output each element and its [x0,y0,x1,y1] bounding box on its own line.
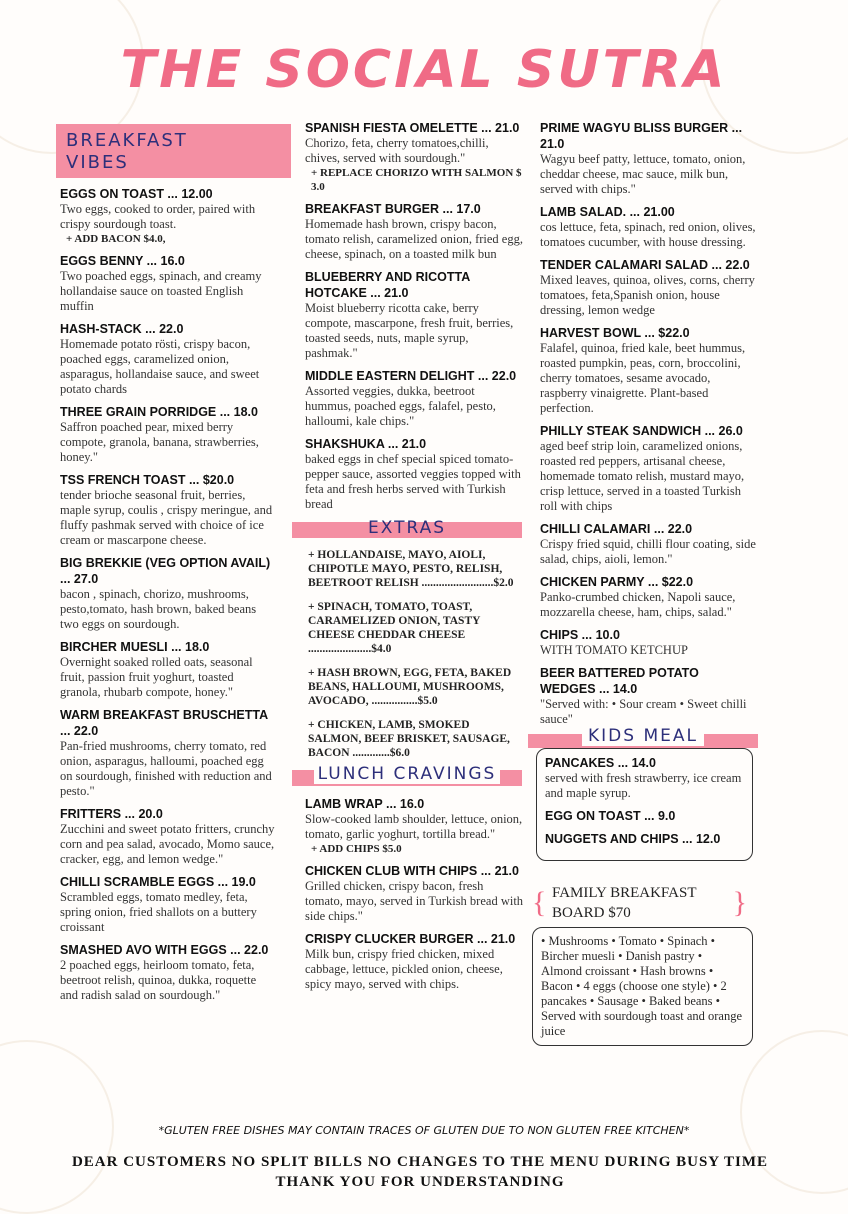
restaurant-title: THE SOCIAL SUTRA [120,40,728,100]
menu-item [305,931,524,992]
menu-item [540,627,757,658]
section-header-extras [292,518,522,538]
menu-item [60,874,275,935]
menu-item-name: LAMB SALAD. ... 21.00 [540,205,675,219]
kids-menu-box [536,748,753,861]
menu-item-name: WARM BREAKFAST BRUSCHETTA ... 22.0 [60,708,268,738]
menu-item-description: Homemade potato rösti, crispy bacon, poached eggs, caramelized onion, asparagus, hollandaise sauce, and sweet potato chards [60,337,260,396]
menu-item-description: Crispy fried squid, chilli flour coating, side salad, chips, aioli, lemon." [540,537,756,566]
menu-item-description: served with fresh strawberry, ice cream and maple syrup. [545,771,742,800]
menu-item-description: Wagyu beef patty, lettuce, tomato, onion, cheddar cheese, mac sauce, milk bun, served with chips." [540,152,746,196]
menu-item [305,863,524,924]
menu-item-name: PRIME WAGYU BLISS BURGER ... 21.0 [540,121,743,151]
menu-item [60,404,275,465]
menu-item-description: WITH TOMATO KETCHUP [540,643,688,657]
menu-item-name: TENDER CALAMARI SALAD ... 22.0 [540,258,750,272]
menu-item-name: BLUEBERRY AND RICOTTA HOTCAKE ... 21.0 [305,270,470,300]
menu-item-description: Moist blueberry ricotta cake, berry compote, mascarpone, fresh fruit, berries, toasted seeds, nuts, maple syrup, pashmak." [305,301,514,360]
menu-item [60,186,275,246]
menu-item-description: Two poached eggs, spinach, and creamy hollandaise sauce on toasted English muffin [60,269,262,313]
menu-item-description: Assorted veggies, dukka, beetroot hummus, poached eggs, falafel, pesto, halloumi, kale chips." [305,384,496,428]
menu-item [540,120,757,197]
menu-item-description: 2 poached eggs, heirloom tomato, feta, beetroot relish, quinoa, dukka, roquette and radish salad on sourdough." [60,958,257,1002]
menu-column-2 [296,120,524,999]
menu-item-name: CHILLI CALAMARI ... 22.0 [540,522,693,536]
menu-item-name: THREE GRAIN PORRIDGE ... 18.0 [60,405,258,419]
section-title: BREAKFAST VIBES [66,130,188,173]
menu-item [545,808,744,824]
menu-item-name: CRISPY CLUCKER BURGER ... 21.0 [305,932,516,946]
menu-item-name: EGGS BENNY ... 16.0 [60,254,185,268]
section-header-lunch [292,764,522,786]
menu-item [540,574,757,620]
menu-item [540,665,757,727]
menu-item [305,436,524,512]
menu-item-name: CHICKEN CLUB WITH CHIPS ... 21.0 [305,864,519,878]
menu-item-name: BREAKFAST BURGER ... 17.0 [305,202,481,216]
menu-item [60,472,275,548]
menu-column-1 [60,120,275,1010]
menu-item [540,521,757,567]
menu-item-name: SPANISH FIESTA OMELETTE ... 21.0 [305,121,520,135]
menu-item [60,321,275,397]
menu-item-addon: + REPLACE CHORIZO WITH SALMON $ 3.0 [311,167,522,193]
menu-item-name: LAMB WRAP ... 16.0 [305,797,425,811]
menu-item-description: Homemade hash brown, crispy bacon, tomato relish, caramelized onion, fried egg, cheese, spinach, on a toasted milk bun [305,217,523,261]
menu-item-name: HARVEST BOWL ... $22.0 [540,326,690,340]
menu-item [305,368,524,429]
family-board-box [532,927,753,1046]
menu-item-name: EGGS ON TOAST ... 12.00 [60,187,213,201]
menu-item-description: Milk bun, crispy fried chicken, mixed cabbage, lettuce, pickled onion, cheese, spicy mayo, served with chips. [305,947,503,991]
menu-item [540,325,757,416]
family-board-description: • Mushrooms • Tomato • Spinach • Bircher muesli • Danish pastry • Almond croissant • Hash browns • Bacon • 4 eggs (choose one style) • 2 pancakes • Sausage • Baked beans • Served with sourdough toast and orange juice [541,934,743,1038]
menu-item-description: "Served with: • Sour cream • Sweet chilli sauce" [540,697,747,726]
menu-item-name: SMASHED AVO WITH EGGS ... 22.0 [60,943,269,957]
menu-item-name: BIRCHER MUESLI ... 18.0 [60,640,210,654]
menu-item-addon: + ADD CHIPS $5.0 [311,843,402,855]
menu-item-description: Slow-cooked lamb shoulder, lettuce, onion, tomato, garlic yoghurt, tortilla bread." [305,812,523,841]
extra-option: + HOLLANDAISE, MAYO, AIOLI, CHIPOTLE MAYO, PESTO, RELISH, BEETROOT RELISH .........................$2.0 [308,549,514,589]
menu-item-description: Two eggs, cooked to order, paired with crispy sourdough toast. [60,202,256,231]
gluten-free-note: *GLUTEN FREE DISHES MAY CONTAIN TRACES OF GLUTEN DUE TO NON GLUTEN FREE KITCHEN* [158,1124,690,1137]
menu-item [60,253,275,314]
menu-item-name: TSS FRENCH TOAST ... $20.0 [60,473,235,487]
menu-item [540,257,757,318]
menu-item-name: SHAKSHUKA ... 21.0 [305,437,427,451]
menu-item-name: BIG BREKKIE (VEG OPTION AVAIL) ... 27.0 [60,556,271,586]
footer-notice: DEAR CUSTOMERS NO SPLIT BILLS NO CHANGES TO THE MENU DURING BUSY TIME THANK YOU FOR UNDERSTANDING [71,1154,769,1190]
menu-item-description: Saffron poached pear, mixed berry compote, granola, banana, strawberries, honey." [60,420,259,464]
menu-item-name: BEER BATTERED POTATO WEDGES ... 14.0 [540,666,699,696]
menu-item-description: cos lettuce, feta, spinach, red onion, olives, tomatoes cucumber, with house dressing. [540,220,756,249]
menu-item-name: FRITTERS ... 20.0 [60,807,163,821]
menu-item [545,755,744,801]
extra-option: + SPINACH, TOMATO, TOAST, CARAMELIZED ONION, TASTY CHEESE CHEDDAR CHEESE ......................$4.0 [308,601,480,655]
menu-item-description: Scrambled eggs, tomato medley, feta, spring onion, fried shallots on a buttery croissant [60,890,257,934]
menu-item [540,423,757,514]
menu-item-name: CHIPS ... 10.0 [540,628,620,642]
section-header-kids [528,726,758,748]
menu-item-description: bacon , spinach, chorizo, mushrooms, pesto,tomato, hash brown, baked beans two eggs on sourdough. [60,587,257,631]
menu-item-description: Panko-crumbed chicken, Napoli sauce, mozzarella cheese, ham, chips, salad." [540,590,736,619]
family-board-title: { FAMILY BREAKFAST BOARD $70 } [532,885,747,921]
menu-item [60,555,275,632]
menu-item-description: Mixed leaves, quinoa, olives, corns, cherry tomatoes, feta,Spanish onion, house dressing, lemon wedge [540,273,755,317]
menu-item [60,942,275,1003]
menu-item-description: Chorizo, feta, cherry tomatoes,chilli, chives, served with sourdough." [305,136,489,165]
extra-option: + HASH BROWN, EGG, FETA, BAKED BEANS, HALLOUMI, MUSHROOMS, AVOCADO, ................$5.0 [308,667,512,707]
menu-item-description: aged beef strip loin, caramelized onions, roasted red peppers, artisanal cheese, homemade tomato relish, mustard mayo, crisp lettuce, served in a toasted Turkish roll with chips [540,439,745,513]
menu-item-name: CHILLI SCRAMBLE EGGS ... 19.0 [60,875,256,889]
menu-item-description: Grilled chicken, crispy bacon, fresh tomato, mayo, served in Turkish bread with side chips." [305,879,524,923]
menu-item-name: CHICKEN PARMY ... $22.0 [540,575,694,589]
menu-item [305,796,524,856]
menu-item-name: PHILLY STEAK SANDWICH ... 26.0 [540,424,743,438]
section-header-breakfast [56,124,291,178]
menu-item-description: Pan-fried mushrooms, cherry tomato, red onion, asparagus, halloumi, poached egg on sourdough, finished with reduction and pesto." [60,739,272,798]
section-title: EXTRAS [367,518,447,538]
menu-item [540,204,757,250]
menu-item [305,120,524,194]
menu-item-name: NUGGETS AND CHIPS ... 12.0 [545,832,721,846]
menu-item-name: MIDDLE EASTERN DELIGHT ... 22.0 [305,369,517,383]
extra-option: + CHICKEN, LAMB, SMOKED SALMON, BEEF BRISKET, SAUSAGE, BACON .............$6.0 [308,719,510,759]
menu-item [305,201,524,262]
menu-item [60,707,275,799]
menu-item-name: EGG ON TOAST ... 9.0 [545,809,676,823]
menu-item-description: Overnight soaked rolled oats, seasonal fruit, passion fruit yoghurt, toasted granola, rhubarb compote, honey." [60,655,253,699]
menu-item-description: tender brioche seasonal fruit, berries, maple syrup, coulis , crispy meringue, and fluffy pashmak served with choice of ice cream or mascarpone cheese. [60,488,273,547]
menu-item-name: PANCAKES ... 14.0 [545,756,656,770]
menu-column-3 [532,120,757,1046]
menu-item-description: Zucchini and sweet potato fritters, crunchy corn and pea salad, avocado, Momo sauce, cracker, egg, and lemon wedge." [60,822,275,866]
section-title: LUNCH CRAVINGS [314,764,501,784]
menu-item-name: HASH-STACK ... 22.0 [60,322,184,336]
menu-item [545,831,744,847]
section-title: KIDS MEAL [582,726,704,746]
menu-item-description: Falafel, quinoa, fried kale, beet hummus, roasted pumpkin, peas, corn, broccolini, cherry tomatoes, sesame avocado, raspberry vinaigrette. Plant-based perfection. [540,341,746,415]
menu-item [305,269,524,361]
menu-item-addon: + ADD BACON $4.0, [66,233,166,245]
menu-item [60,806,275,867]
menu-item-description: baked eggs in chef special spiced tomato-pepper sauce, assorted veggies topped with feta and fresh herbs served with Turkish bread [305,452,521,511]
menu-item [60,639,275,700]
